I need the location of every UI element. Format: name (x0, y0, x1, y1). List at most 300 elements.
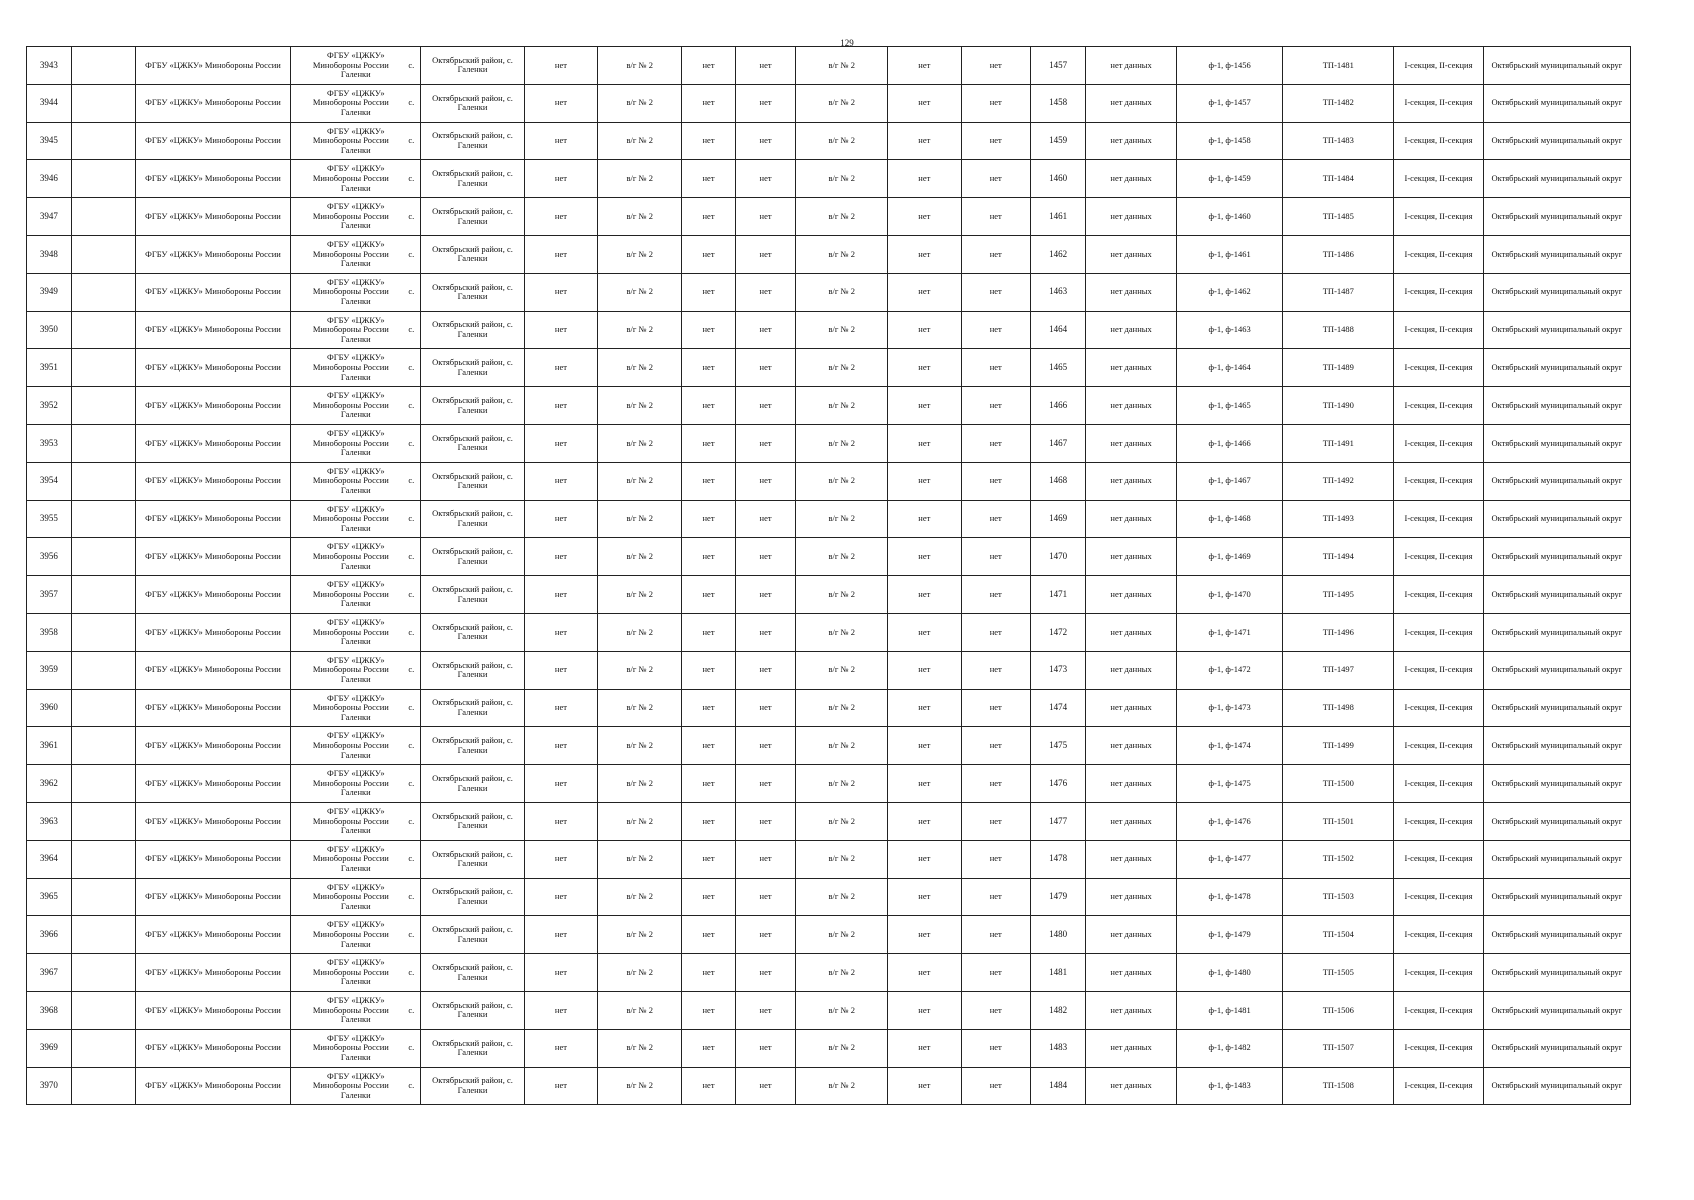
empty-cell (71, 235, 135, 273)
page-number: 129 (840, 38, 854, 48)
holder-line: ФГБУ «ЦЖКУ» (326, 163, 385, 174)
value-cell: нет (888, 916, 962, 954)
holder-line: Галенки (340, 560, 371, 571)
registry-number-cell: 1469 (1030, 500, 1085, 538)
district-cell: Октябрьский муниципальный округ (1483, 613, 1630, 651)
district-cell: Октябрьский муниципальный округ (1483, 840, 1630, 878)
holder-abbrev: с. (408, 626, 415, 637)
data-cell: нет данных (1086, 954, 1177, 992)
holder-abbrev: с. (408, 361, 415, 372)
military-town-cell: в/г № 2 (598, 1067, 682, 1105)
section-cell: I-секция, II-секция (1394, 765, 1484, 803)
value-cell: нет (888, 765, 962, 803)
fund-cell: ф-1, ф-1481 (1176, 991, 1283, 1029)
value-cell: нет (524, 122, 598, 160)
section-cell: I-секция, II-секция (1394, 1067, 1484, 1105)
value-cell: нет (682, 802, 735, 840)
holder-text: Минобороны России (312, 59, 389, 70)
holder-cell (291, 651, 421, 689)
holder-line: Галенки (340, 1051, 371, 1062)
fund-cell: ф-1, ф-1462 (1176, 273, 1283, 311)
value-cell: нет (735, 1029, 796, 1067)
value-cell: нет (961, 424, 1030, 462)
holder-abbrev: с. (408, 928, 415, 939)
district-cell: Октябрьский муниципальный округ (1483, 424, 1630, 462)
fund-cell: ф-1, ф-1470 (1176, 576, 1283, 614)
row-number: 3961 (27, 727, 72, 765)
row-number: 3964 (27, 840, 72, 878)
value-cell: нет (888, 538, 962, 576)
holder-line: Галенки (340, 711, 371, 722)
substation-cell: ТП-1501 (1283, 802, 1394, 840)
value-cell: нет (888, 651, 962, 689)
holder-text: Минобороны России (312, 97, 389, 108)
location-cell: Октябрьский район, с. Галенки (421, 198, 524, 236)
holder-text: Минобороны России (312, 815, 389, 826)
registry-number-cell: 1479 (1030, 878, 1085, 916)
holder-abbrev: с. (408, 513, 415, 524)
military-town-cell: в/г № 2 (796, 765, 888, 803)
holder-cell (291, 991, 421, 1029)
owner-cell: ФГБУ «ЦЖКУ» Минобороны России (135, 765, 291, 803)
holder-abbrev: с. (408, 550, 415, 561)
value-cell: нет (735, 991, 796, 1029)
holder-text: Минобороны России (312, 437, 389, 448)
value-cell: нет (735, 84, 796, 122)
value-cell: нет (961, 613, 1030, 651)
location-cell: Октябрьский район, с. Галенки (421, 235, 524, 273)
registry-number-cell: 1470 (1030, 538, 1085, 576)
data-cell: нет данных (1086, 47, 1177, 85)
holder-line: Галенки (340, 862, 371, 873)
holder-text: Минобороны России (312, 361, 389, 372)
holder-line: ФГБУ «ЦЖКУ» (326, 352, 385, 363)
value-cell: нет (888, 500, 962, 538)
row-number: 3950 (27, 311, 72, 349)
holder-abbrev: с. (408, 172, 415, 183)
military-town-cell: в/г № 2 (796, 954, 888, 992)
registry-number-cell: 1466 (1030, 387, 1085, 425)
district-cell: Октябрьский муниципальный округ (1483, 878, 1630, 916)
holder-cell (291, 802, 421, 840)
military-town-cell: в/г № 2 (598, 311, 682, 349)
value-cell: нет (888, 576, 962, 614)
value-cell: нет (961, 576, 1030, 614)
section-cell: I-секция, II-секция (1394, 387, 1484, 425)
military-town-cell: в/г № 2 (796, 387, 888, 425)
section-cell: I-секция, II-секция (1394, 878, 1484, 916)
owner-cell: ФГБУ «ЦЖКУ» Минобороны России (135, 47, 291, 85)
section-cell: I-секция, II-секция (1394, 802, 1484, 840)
row-number: 3944 (27, 84, 72, 122)
data-cell: нет данных (1086, 122, 1177, 160)
holder-line: ФГБУ «ЦЖКУ» (326, 390, 385, 401)
military-town-cell: в/г № 2 (598, 235, 682, 273)
table-row (27, 689, 1631, 727)
owner-cell: ФГБУ «ЦЖКУ» Минобороны России (135, 500, 291, 538)
value-cell: нет (961, 311, 1030, 349)
military-town-cell: в/г № 2 (796, 462, 888, 500)
value-cell: нет (961, 765, 1030, 803)
holder-line: ФГБУ «ЦЖКУ» (326, 730, 385, 741)
data-cell: нет данных (1086, 160, 1177, 198)
holder-abbrev: с. (408, 1004, 415, 1015)
empty-cell (71, 727, 135, 765)
table-row (27, 878, 1631, 916)
registry-number-cell: 1480 (1030, 916, 1085, 954)
holder-text: Минобороны России (312, 286, 389, 297)
table-row (27, 840, 1631, 878)
military-town-cell: в/г № 2 (598, 651, 682, 689)
fund-cell: ф-1, ф-1480 (1176, 954, 1283, 992)
section-cell: I-секция, II-секция (1394, 462, 1484, 500)
holder-line: ФГБУ «ЦЖКУ» (326, 881, 385, 892)
location-cell: Октябрьский район, с. Галенки (421, 765, 524, 803)
value-cell: нет (524, 84, 598, 122)
military-town-cell: в/г № 2 (796, 198, 888, 236)
value-cell: нет (682, 273, 735, 311)
registry-number-cell: 1471 (1030, 576, 1085, 614)
holder-line: Галенки (340, 825, 371, 836)
holder-line: Галенки (340, 220, 371, 231)
value-cell: нет (735, 651, 796, 689)
value-cell: нет (682, 47, 735, 85)
row-number: 3945 (27, 122, 72, 160)
military-town-cell: в/г № 2 (796, 349, 888, 387)
location-cell: Октябрьский район, с. Галенки (421, 727, 524, 765)
military-town-cell: в/г № 2 (598, 273, 682, 311)
substation-cell: ТП-1503 (1283, 878, 1394, 916)
table-row (27, 500, 1631, 538)
owner-cell: ФГБУ «ЦЖКУ» Минобороны России (135, 311, 291, 349)
registry-number-cell: 1468 (1030, 462, 1085, 500)
substation-cell: ТП-1499 (1283, 727, 1394, 765)
substation-cell: ТП-1496 (1283, 613, 1394, 651)
holder-cell (291, 273, 421, 311)
table-row (27, 273, 1631, 311)
owner-cell: ФГБУ «ЦЖКУ» Минобороны России (135, 689, 291, 727)
value-cell: нет (735, 1067, 796, 1105)
holder-line: ФГБУ «ЦЖКУ» (326, 201, 385, 212)
holder-cell (291, 1067, 421, 1105)
value-cell: нет (682, 1029, 735, 1067)
value-cell: нет (961, 500, 1030, 538)
fund-cell: ф-1, ф-1459 (1176, 160, 1283, 198)
military-town-cell: в/г № 2 (598, 802, 682, 840)
location-cell: Октябрьский район, с. Галенки (421, 273, 524, 311)
substation-cell: ТП-1485 (1283, 198, 1394, 236)
data-cell: нет данных (1086, 916, 1177, 954)
owner-cell: ФГБУ «ЦЖКУ» Минобороны России (135, 424, 291, 462)
registry-number-cell: 1465 (1030, 349, 1085, 387)
holder-line: Галенки (340, 1089, 371, 1100)
fund-cell: ф-1, ф-1465 (1176, 387, 1283, 425)
data-cell: нет данных (1086, 311, 1177, 349)
owner-cell: ФГБУ «ЦЖКУ» Минобороны России (135, 198, 291, 236)
district-cell: Октябрьский муниципальный округ (1483, 311, 1630, 349)
value-cell: нет (735, 122, 796, 160)
military-town-cell: в/г № 2 (796, 613, 888, 651)
value-cell: нет (682, 651, 735, 689)
owner-cell: ФГБУ «ЦЖКУ» Минобороны России (135, 651, 291, 689)
holder-cell (291, 235, 421, 273)
table-row (27, 311, 1631, 349)
holder-abbrev: с. (408, 777, 415, 788)
holder-cell (291, 613, 421, 651)
value-cell: нет (735, 349, 796, 387)
empty-cell (71, 349, 135, 387)
holder-line: ФГБУ «ЦЖКУ» (326, 465, 385, 476)
value-cell: нет (682, 991, 735, 1029)
fund-cell: ф-1, ф-1474 (1176, 727, 1283, 765)
substation-cell: ТП-1505 (1283, 954, 1394, 992)
data-cell: нет данных (1086, 613, 1177, 651)
substation-cell: ТП-1482 (1283, 84, 1394, 122)
empty-cell (71, 273, 135, 311)
value-cell: нет (961, 235, 1030, 273)
location-cell: Октябрьский район, с. Галенки (421, 878, 524, 916)
value-cell: нет (735, 538, 796, 576)
holder-abbrev: с. (408, 664, 415, 675)
row-number: 3969 (27, 1029, 72, 1067)
empty-cell (71, 538, 135, 576)
data-cell: нет данных (1086, 727, 1177, 765)
holder-line: Галенки (340, 787, 371, 798)
data-cell: нет данных (1086, 1029, 1177, 1067)
value-cell: нет (735, 916, 796, 954)
registry-number-cell: 1467 (1030, 424, 1085, 462)
value-cell: нет (682, 576, 735, 614)
holder-text: Минобороны России (312, 664, 389, 675)
value-cell: нет (735, 802, 796, 840)
district-cell: Октябрьский муниципальный округ (1483, 991, 1630, 1029)
table-row (27, 462, 1631, 500)
empty-cell (71, 160, 135, 198)
fund-cell: ф-1, ф-1477 (1176, 840, 1283, 878)
section-cell: I-секция, II-секция (1394, 651, 1484, 689)
fund-cell: ф-1, ф-1464 (1176, 349, 1283, 387)
military-town-cell: в/г № 2 (598, 84, 682, 122)
empty-cell (71, 576, 135, 614)
value-cell: нет (888, 1029, 962, 1067)
holder-text: Минобороны России (312, 626, 389, 637)
substation-cell: ТП-1488 (1283, 311, 1394, 349)
substation-cell: ТП-1495 (1283, 576, 1394, 614)
location-cell: Октябрьский район, с. Галенки (421, 613, 524, 651)
holder-line: Галенки (340, 598, 371, 609)
value-cell: нет (735, 500, 796, 538)
holder-cell (291, 576, 421, 614)
military-town-cell: в/г № 2 (796, 235, 888, 273)
data-cell: нет данных (1086, 500, 1177, 538)
row-number: 3963 (27, 802, 72, 840)
holder-abbrev: с. (408, 475, 415, 486)
value-cell: нет (682, 462, 735, 500)
holder-cell (291, 954, 421, 992)
substation-cell: ТП-1481 (1283, 47, 1394, 85)
row-number: 3960 (27, 689, 72, 727)
military-town-cell: в/г № 2 (598, 160, 682, 198)
value-cell: нет (735, 613, 796, 651)
holder-line: Галенки (340, 1014, 371, 1025)
section-cell: I-секция, II-секция (1394, 1029, 1484, 1067)
holder-abbrev: с. (408, 853, 415, 864)
military-town-cell: в/г № 2 (598, 689, 682, 727)
location-cell: Октябрьский район, с. Галенки (421, 47, 524, 85)
owner-cell: ФГБУ «ЦЖКУ» Минобороны России (135, 954, 291, 992)
holder-text: Минобороны России (312, 135, 389, 146)
data-cell: нет данных (1086, 235, 1177, 273)
location-cell: Октябрьский район, с. Галенки (421, 160, 524, 198)
table-row (27, 576, 1631, 614)
substation-cell: ТП-1492 (1283, 462, 1394, 500)
military-town-cell: в/г № 2 (598, 954, 682, 992)
value-cell: нет (888, 802, 962, 840)
value-cell: нет (682, 500, 735, 538)
value-cell: нет (961, 462, 1030, 500)
value-cell: нет (682, 122, 735, 160)
military-town-cell: в/г № 2 (796, 1029, 888, 1067)
district-cell: Октябрьский муниципальный округ (1483, 651, 1630, 689)
data-cell: нет данных (1086, 349, 1177, 387)
section-cell: I-секция, II-секция (1394, 160, 1484, 198)
holder-abbrev: с. (408, 891, 415, 902)
value-cell: нет (682, 424, 735, 462)
empty-cell (71, 311, 135, 349)
military-town-cell: в/г № 2 (598, 349, 682, 387)
registry-number-cell: 1463 (1030, 273, 1085, 311)
holder-line: ФГБУ «ЦЖКУ» (326, 843, 385, 854)
holder-line: ФГБУ «ЦЖКУ» (326, 1070, 385, 1081)
owner-cell: ФГБУ «ЦЖКУ» Минобороны России (135, 538, 291, 576)
holder-cell (291, 84, 421, 122)
value-cell: нет (682, 613, 735, 651)
district-cell: Октябрьский муниципальный округ (1483, 160, 1630, 198)
value-cell: нет (961, 727, 1030, 765)
value-cell: нет (682, 311, 735, 349)
holder-line: ФГБУ «ЦЖКУ» (326, 87, 385, 98)
value-cell: нет (524, 954, 598, 992)
row-number: 3954 (27, 462, 72, 500)
data-cell: нет данных (1086, 991, 1177, 1029)
substation-cell: ТП-1497 (1283, 651, 1394, 689)
holder-text: Минобороны России (312, 928, 389, 939)
empty-cell (71, 198, 135, 236)
military-town-cell: в/г № 2 (796, 916, 888, 954)
substation-cell: ТП-1508 (1283, 1067, 1394, 1105)
table-row (27, 198, 1631, 236)
table-row (27, 349, 1631, 387)
data-cell: нет данных (1086, 689, 1177, 727)
value-cell: нет (524, 311, 598, 349)
registry-number-cell: 1482 (1030, 991, 1085, 1029)
value-cell: нет (961, 47, 1030, 85)
value-cell: нет (961, 802, 1030, 840)
value-cell: нет (735, 765, 796, 803)
fund-cell: ф-1, ф-1471 (1176, 613, 1283, 651)
registry-number-cell: 1472 (1030, 613, 1085, 651)
district-cell: Октябрьский муниципальный округ (1483, 954, 1630, 992)
fund-cell: ф-1, ф-1469 (1176, 538, 1283, 576)
data-cell: нет данных (1086, 198, 1177, 236)
holder-abbrev: с. (408, 210, 415, 221)
holder-line: Галенки (340, 258, 371, 269)
value-cell: нет (524, 273, 598, 311)
district-cell: Октябрьский муниципальный округ (1483, 198, 1630, 236)
value-cell: нет (735, 47, 796, 85)
military-town-cell: в/г № 2 (598, 991, 682, 1029)
holder-abbrev: с. (408, 399, 415, 410)
military-town-cell: в/г № 2 (796, 273, 888, 311)
value-cell: нет (735, 311, 796, 349)
value-cell: нет (961, 198, 1030, 236)
district-cell: Октябрьский муниципальный округ (1483, 235, 1630, 273)
owner-cell: ФГБУ «ЦЖКУ» Минобороны России (135, 878, 291, 916)
substation-cell: ТП-1498 (1283, 689, 1394, 727)
empty-cell (71, 689, 135, 727)
section-cell: I-секция, II-секция (1394, 349, 1484, 387)
holder-line: ФГБУ «ЦЖКУ» (326, 427, 385, 438)
section-cell: I-секция, II-секция (1394, 576, 1484, 614)
fund-cell: ф-1, ф-1466 (1176, 424, 1283, 462)
row-number: 3956 (27, 538, 72, 576)
value-cell: нет (524, 462, 598, 500)
value-cell: нет (682, 916, 735, 954)
holder-line: Галенки (340, 938, 371, 949)
district-cell: Октябрьский муниципальный округ (1483, 576, 1630, 614)
table-row (27, 613, 1631, 651)
value-cell: нет (888, 349, 962, 387)
location-cell: Октябрьский район, с. Галенки (421, 576, 524, 614)
section-cell: I-секция, II-секция (1394, 954, 1484, 992)
value-cell: нет (682, 198, 735, 236)
empty-cell (71, 916, 135, 954)
value-cell: нет (735, 273, 796, 311)
data-cell: нет данных (1086, 765, 1177, 803)
military-town-cell: в/г № 2 (598, 500, 682, 538)
value-cell: нет (524, 424, 598, 462)
holder-line: ФГБУ «ЦЖКУ» (326, 579, 385, 590)
holder-cell (291, 538, 421, 576)
row-number: 3957 (27, 576, 72, 614)
military-town-cell: в/г № 2 (598, 424, 682, 462)
registry-number-cell: 1473 (1030, 651, 1085, 689)
value-cell: нет (961, 991, 1030, 1029)
empty-cell (71, 122, 135, 160)
holder-cell (291, 122, 421, 160)
owner-cell: ФГБУ «ЦЖКУ» Минобороны России (135, 462, 291, 500)
holder-line: Галенки (340, 144, 371, 155)
substation-cell: ТП-1494 (1283, 538, 1394, 576)
military-town-cell: в/г № 2 (796, 689, 888, 727)
value-cell: нет (524, 576, 598, 614)
value-cell: нет (961, 651, 1030, 689)
value-cell: нет (524, 1029, 598, 1067)
military-town-cell: в/г № 2 (598, 538, 682, 576)
row-number: 3968 (27, 991, 72, 1029)
value-cell: нет (735, 954, 796, 992)
value-cell: нет (682, 954, 735, 992)
holder-line: Галенки (340, 484, 371, 495)
value-cell: нет (524, 765, 598, 803)
registry-number-cell: 1462 (1030, 235, 1085, 273)
owner-cell: ФГБУ «ЦЖКУ» Минобороны России (135, 235, 291, 273)
value-cell: нет (961, 689, 1030, 727)
holder-abbrev: с. (408, 437, 415, 448)
location-cell: Октябрьский район, с. Галенки (421, 122, 524, 160)
fund-cell: ф-1, ф-1468 (1176, 500, 1283, 538)
section-cell: I-секция, II-секция (1394, 47, 1484, 85)
